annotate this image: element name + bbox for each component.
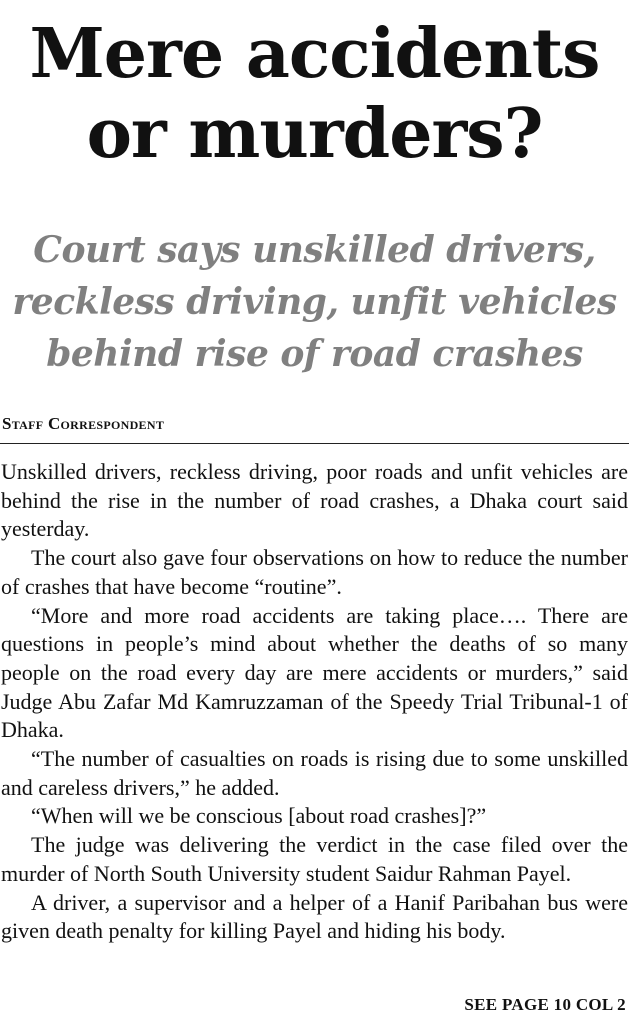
body-paragraph: The court also gave four observations on how to reduce the number of crashes that have become “routine”.: [1, 545, 628, 599]
byline: Staff Correspondent: [2, 414, 165, 433]
headline-line-1: Mere accidents: [29, 14, 600, 94]
subheadline-line-3: behind rise of road crashes: [46, 333, 583, 375]
subheadline-line-1: Court says unskilled drivers,: [33, 229, 596, 271]
byline-divider: [0, 443, 629, 444]
body-paragraph: A driver, a supervisor and a helper of a Hanif Paribahan bus were given death penalty for killing Payel and hiding his body.: [1, 889, 628, 944]
headline: [0, 14, 629, 174]
article-body: [1, 458, 628, 946]
continued-on-jump-line: SEE PAGE 10 COL 2: [464, 995, 626, 1014]
body-paragraph: “The number of casualties on roads is rising due to some unskilled and careless drivers,” he added.: [1, 746, 628, 800]
body-paragraph: Unskilled drivers, reckless driving, poor roads and unfit vehicles are behind the rise in the number of road crashes, a Dhaka court said yesterday.: [1, 459, 628, 542]
headline-line-2: or murders?: [86, 94, 543, 174]
body-paragraph: The judge was delivering the verdict in the case filed over the murder of North South University student Saidur Rahman Payel.: [1, 832, 628, 886]
body-paragraph: “More and more road accidents are taking place…. There are questions in people’s mind about whether the deaths of so many people on the road every day are mere accidents or murders,” said Judge Abu Zafar Md Kamruzzaman of the Speedy Trial Tribunal-1 of Dhaka.: [1, 602, 628, 743]
subheadline-line-2: reckless driving, unfit vehicles: [12, 281, 617, 323]
subheadline: [0, 224, 629, 380]
body-paragraph: “When will we be conscious [about road crashes]?”: [31, 803, 487, 829]
